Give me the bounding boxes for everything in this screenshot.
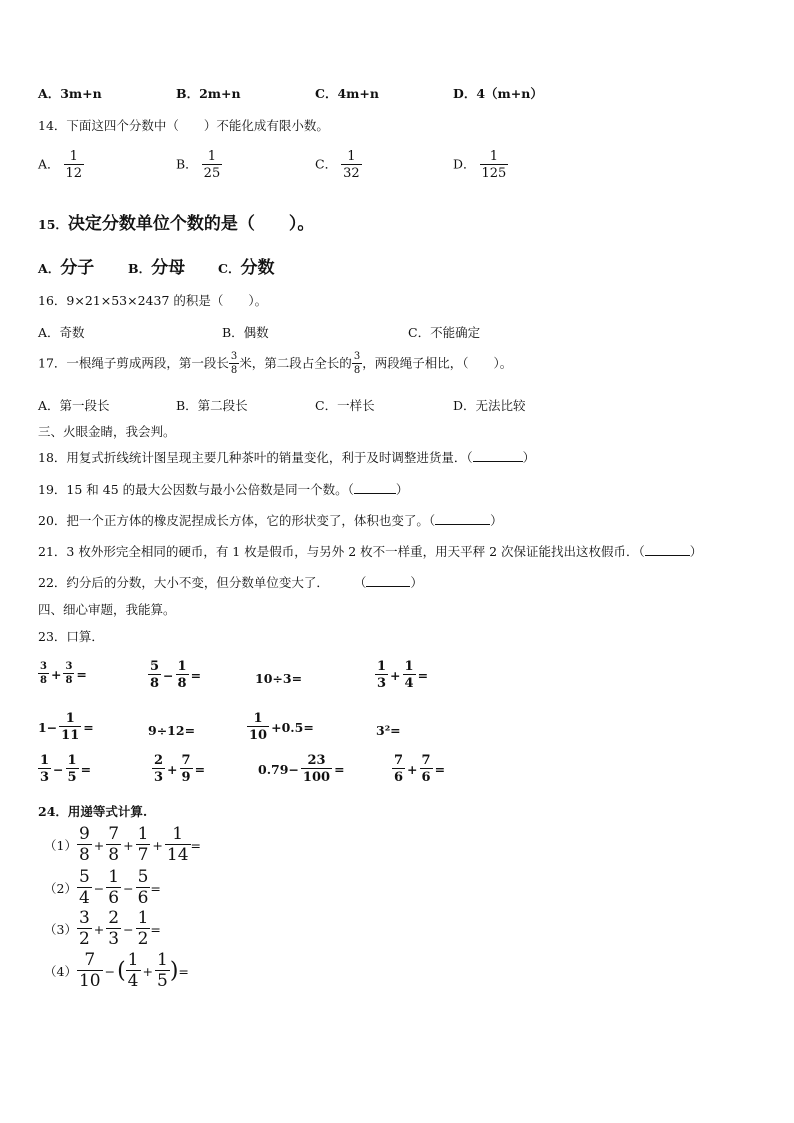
q17-option-a[interactable]: A．第一段长 [38,398,110,413]
q15-option-c[interactable]: C．分数 [218,258,275,278]
q14-option-d[interactable] [453,150,508,180]
q20: 20．把一个正方体的橡皮泥捏成长方体，它的形状变了，体积也变了。（ ） [38,513,503,528]
q24-item-3: （3） $\frac{3}{2}$ + $\frac{2}{3}$ − $\frac{1}{2}$ = [44,908,161,949]
q17-option-d[interactable]: D．无法比较 [453,398,526,413]
q14-option-d-fraction: $\frac{1}{125}$ [481,149,507,181]
q17-text: 17．一根绳子剪成两段，第一段长 $\frac{3}{8}$ 米，第二段占全长的 $\frac{3}{8}$ ，两段绳子相比，（ ）。 [38,351,513,376]
q22-answer-blank[interactable] [366,586,410,587]
q23-r3c2: $\frac{2}{3}$ + $\frac{7}{9}$ = [154,753,206,785]
q23-r3c3: 0.79− $\frac{23}{100}$ = [258,753,345,785]
q18-answer-blank[interactable] [473,461,523,462]
q16-option-c[interactable]: C．不能确定 [408,325,481,340]
q15-text: 决定分数单位个数的是（ ）。 [67,214,315,234]
q21-answer-blank[interactable] [645,555,690,556]
q14-option-c-fraction: $\frac{1}{32}$ [343,149,360,181]
q14-option-a-fraction: $\frac{1}{12}$ [65,149,83,181]
q15-option-a[interactable]: A．分子 [38,258,95,278]
q23-r1c1: $\frac{3}{8}$ + $\frac{3}{8}$ = [40,661,87,686]
q13-option-d[interactable]: D．4（m+n） [453,86,543,101]
q14-option-d-letter: D． [453,156,476,172]
q24-item-1: （1） $\frac{9}{8}$ + $\frac{7}{8}$ + $\frac{1}{7}$ + $\frac{1}{14}$ = [44,824,202,865]
q23-r3c4: $\frac{7}{6}$ + $\frac{7}{6}$ = [394,753,446,785]
q14-option-a[interactable] [38,150,84,180]
q17-option-b[interactable]: B．第二段长 [176,398,248,413]
q14-option-b-letter: B． [176,156,198,172]
q17-fraction-2: $\frac{3}{8}$ [353,351,361,376]
q16-option-a[interactable]: A．奇数 [38,325,85,340]
q23-r1c2: $\frac{5}{8}$ − $\frac{1}{8}$ = [150,659,202,691]
q14-option-c-letter: C． [315,156,338,172]
q17-option-c[interactable]: C．一样长 [315,398,375,413]
q23-r2c3: $\frac{1}{10}$ +0.5= [249,711,314,743]
q16-option-b[interactable]: B．偶数 [222,325,269,340]
q24-item-4: （4） $\frac{7}{10}$ −( $\frac{1}{4}$ + $\frac{1}{5}$ )= [44,950,189,991]
q23-title: 23．口算． [38,629,104,644]
q22: 22．约分后的分数，大小不变，但分数单位变大了． （ ） [38,575,423,590]
q15-option-b[interactable]: B．分母 [128,258,186,278]
q23-r2c2: 9÷12= [148,723,196,738]
q24-item-2: （2） $\frac{5}{4}$ − $\frac{1}{6}$ − $\frac{5}{6}$ = [44,867,161,908]
q18: 18．用复式折线统计图呈现主要几种茶叶的销量变化，利于及时调整进货量．（ ） [38,450,536,465]
q23-r1c4: $\frac{1}{3}$ + $\frac{1}{4}$ = [377,659,429,691]
q23-r2c4: 3²= [376,723,401,738]
q17-fraction-1: $\frac{3}{8}$ [230,351,238,376]
q14-option-b[interactable] [176,150,222,180]
q14-text: 14．下面这四个分数中（ ）不能化成有限小数。 [38,118,329,133]
section-4-heading: 四、细心审题，我能算。 [38,602,176,617]
q21: 21．3 枚外形完全相同的硬币，有 1 枚是假币，与另外 2 枚不一样重，用天平秤 2 次保证能找出这枚假币．（ ） [38,544,703,559]
q16-text: 16．9×21×53×2437 的积是（ ）。 [38,293,268,308]
q20-answer-blank[interactable] [435,524,490,525]
section-3-heading: 三、火眼金睛，我会判。 [38,424,176,439]
q15-number: 15． [38,217,68,232]
q13-option-a[interactable]: A．3m+n [38,86,102,101]
q23-r2c1: 1− $\frac{1}{11}$ = [38,711,94,743]
q19: 19．15 和 45 的最大公因数与最小公倍数是同一个数。（ ） [38,482,409,497]
q15-question [38,209,314,234]
q23-r1c3: 10÷3= [255,671,303,686]
q24-title: 24．用递等式计算. [38,804,148,819]
q19-answer-blank[interactable] [354,493,396,494]
q14-option-c[interactable] [315,150,362,180]
q14-option-a-letter: A． [38,156,60,172]
q14-option-b-fraction: $\frac{1}{25}$ [203,149,221,181]
q23-r3c1: $\frac{1}{3}$ − $\frac{1}{5}$ = [40,753,92,785]
q13-option-b[interactable]: B．2m+n [176,86,241,101]
q13-option-c[interactable]: C．4m+n [315,86,379,101]
